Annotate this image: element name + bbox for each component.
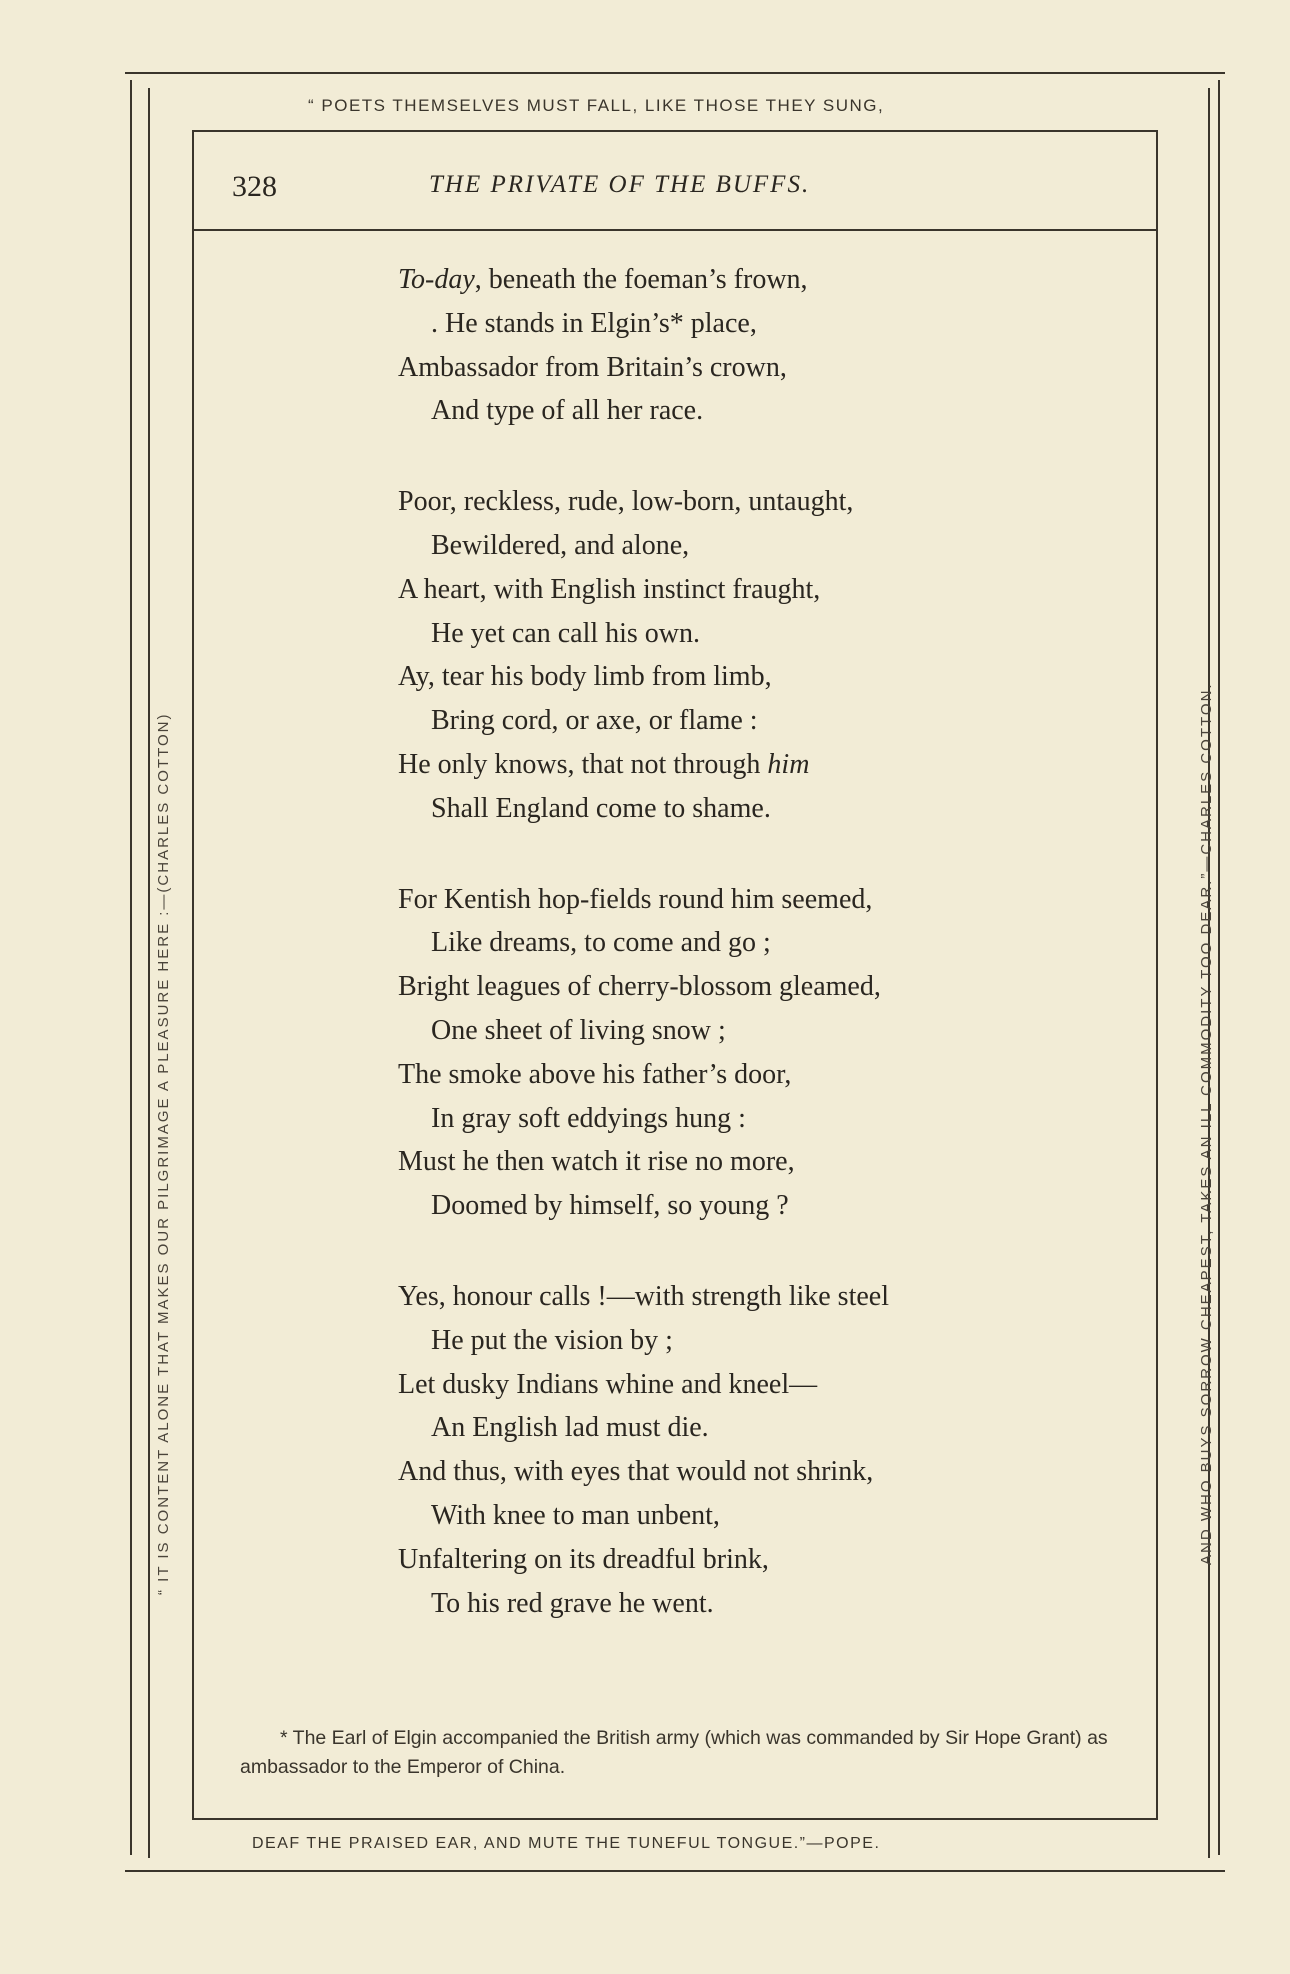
poem-line-text: Yes, honour calls !—with strength like steel — [398, 1280, 889, 1312]
poem-line-text: One sheet of living snow ; — [431, 1014, 726, 1046]
border-text-top: “ POETS THEMSELVES MUST FALL, LIKE THOSE THEY SUNG, — [308, 96, 885, 115]
poem-line — [398, 346, 889, 390]
poem-line — [398, 1097, 889, 1141]
border-text-right: AND WHO BUYS SORROW CHEAPEST, TAKES AN ILL COMMODITY TOO DEAR.”—CHARLES COTTON. — [1198, 682, 1215, 1565]
poem-line-text: In gray soft eddyings hung : — [431, 1102, 746, 1134]
poem-line — [398, 699, 889, 743]
poem-line — [398, 1275, 889, 1319]
poem-line-italic: him — [767, 748, 810, 780]
poem-line — [398, 743, 889, 787]
poem-line-text: Bring cord, or axe, or flame : — [431, 705, 758, 737]
poem-line-text: Ay, tear his body limb from limb, — [398, 661, 772, 693]
poem-line — [398, 965, 889, 1009]
poem-line-text: And thus, with eyes that would not shrink, — [398, 1456, 874, 1488]
poem-line — [398, 389, 889, 433]
poem-line — [398, 1184, 889, 1228]
poem-line-text: Bewildered, and alone, — [431, 529, 690, 561]
poem-line-text: A heart, with English instinct fraught, — [398, 573, 821, 605]
inner-left-rule — [148, 88, 150, 1858]
header-rule — [194, 229, 1156, 231]
poem-line — [398, 1363, 889, 1407]
poem-line — [398, 568, 889, 612]
poem-line — [398, 612, 889, 656]
poem-line-text: An English lad must die. — [431, 1412, 709, 1444]
outer-bottom-rule — [125, 1870, 1225, 1872]
outer-top-rule — [125, 72, 1225, 74]
poem-line — [398, 1406, 889, 1450]
poem-line — [398, 302, 889, 346]
poem-line — [398, 787, 889, 831]
running-title: THE PRIVATE OF THE BUFFS. — [429, 171, 811, 198]
poem-line-text: For Kentish hop-fields round him seemed, — [398, 883, 873, 915]
poem-line-text: He only knows, that not through — [398, 748, 768, 780]
poem-line-text: Must he then watch it rise no more, — [398, 1146, 795, 1178]
poem-line — [398, 1582, 889, 1626]
poem-line-text: With knee to man unbent, — [431, 1499, 720, 1531]
poem-line — [398, 524, 889, 568]
poem-line-text: Let dusky Indians whine and kneel— — [398, 1368, 818, 1400]
page-box — [192, 130, 1158, 1820]
page-number: 328 — [232, 170, 277, 203]
poem-line-italic: To-day — [398, 264, 475, 295]
poem-line — [398, 480, 889, 524]
poem-line — [398, 258, 889, 302]
poem-line-text: , beneath the foeman’s frown, — [474, 264, 808, 295]
poem-line — [398, 921, 889, 965]
poem-line — [398, 1450, 889, 1494]
poem-line-text: Unfaltering on its dreadful brink, — [398, 1543, 769, 1575]
poem-line-text: To his red grave he went. — [431, 1587, 714, 1619]
poem-line — [398, 1538, 889, 1582]
footnote: * The Earl of Elgin accompanied the British army (which was commanded by Sir Hope Grant) as ambassador to the Emperor of China. — [240, 1727, 1108, 1778]
poem-line-text: Doomed by himself, so young ? — [431, 1190, 789, 1222]
poem-line-text: He put the vision by ; — [431, 1324, 673, 1356]
poem-line — [398, 1319, 889, 1363]
poem-line-text: Bright leagues of cherry-blossom gleamed, — [398, 971, 881, 1003]
poem-line-text: . He stands in Elgin’s* place, — [431, 307, 757, 339]
poem-line-text: He yet can call his own. — [431, 617, 701, 649]
poem-line-text: Poor, reckless, rude, low-born, untaught, — [398, 486, 854, 518]
poem-line-text: And type of all her race. — [431, 395, 704, 427]
border-text-bottom: DEAF THE PRAISED EAR, AND MUTE THE TUNEFUL TONGUE.”—POPE. — [252, 1835, 881, 1852]
poem-line — [398, 1140, 889, 1184]
poem — [398, 258, 889, 1625]
poem-line — [398, 1009, 889, 1053]
poem-line — [398, 1494, 889, 1538]
poem-line-text: Like dreams, to come and go ; — [431, 927, 771, 959]
poem-line — [398, 1053, 889, 1097]
poem-line-text: The smoke above his father’s door, — [398, 1058, 792, 1090]
poem-line — [398, 655, 889, 699]
poem-line-text: Ambassador from Britain’s crown, — [398, 351, 787, 383]
poem-line — [398, 878, 889, 922]
border-text-left: “ IT IS CONTENT ALONE THAT MAKES OUR PILGRIMAGE A PLEASURE HERE :—(CHARLES COTTON) — [155, 712, 172, 1595]
poem-line-text: Shall England come to shame. — [431, 792, 771, 824]
